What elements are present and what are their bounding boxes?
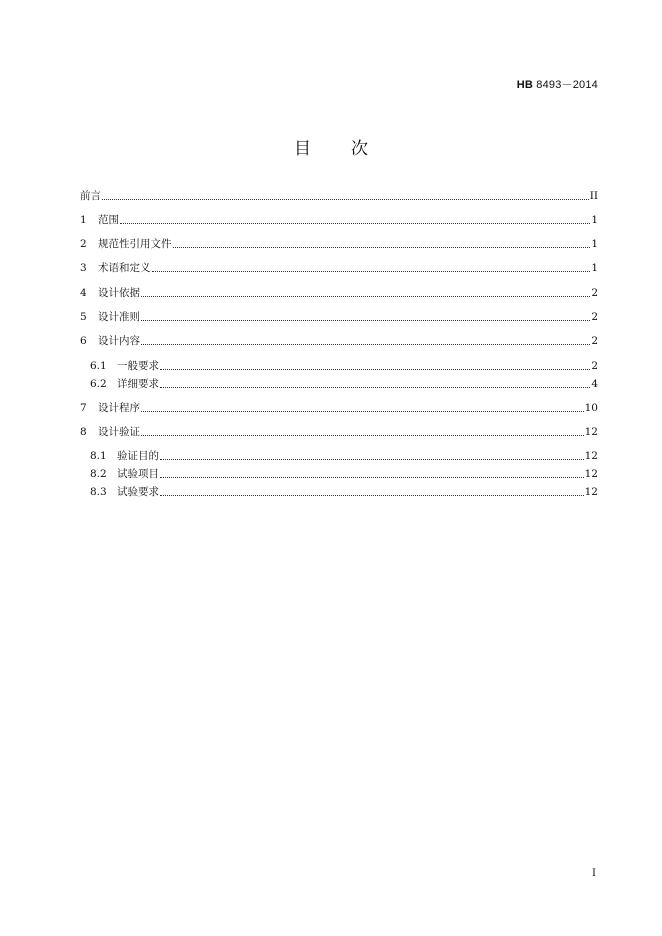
toc-entry-number: 8.3: [90, 486, 107, 498]
toc-leader-dots: [160, 494, 584, 496]
toc-entry-title: 设计依据: [98, 287, 140, 299]
toc-entry-page: 2: [591, 360, 598, 372]
toc-entry-4[interactable]: [80, 285, 598, 301]
toc-leader-dots: [141, 343, 590, 345]
toc-entry-page: 12: [584, 426, 598, 438]
toc-leader-dots: [120, 222, 590, 224]
toc-entry-2[interactable]: [80, 236, 598, 252]
toc-entry-title: 设计验证: [98, 426, 140, 438]
page-number: I: [592, 868, 596, 879]
toc-entry-title: 术语和定义: [98, 262, 151, 274]
toc-entry-title: 一般要求: [117, 360, 159, 372]
toc-entry-page: 2: [591, 335, 598, 347]
toc-leader-dots: [141, 295, 590, 297]
toc-entry-page: 12: [584, 450, 598, 462]
page-title: 目次: [294, 139, 408, 159]
standard-prefix: HB: [516, 79, 533, 91]
toc-entry-title: 范围: [98, 214, 119, 226]
toc-entry-8-1[interactable]: [90, 448, 598, 464]
toc-leader-dots: [102, 198, 589, 200]
toc-leader-dots: [141, 410, 584, 412]
toc-entry-page: 10: [584, 402, 598, 414]
toc-entry-title: 验证目的: [117, 450, 159, 462]
toc-entry-8[interactable]: [80, 424, 598, 440]
document-code: [517, 76, 598, 92]
toc-entry-number: 3: [80, 262, 87, 274]
toc-entry-page: 1: [591, 214, 598, 226]
toc-entry-title: 前言: [80, 190, 101, 202]
toc-entry-6-2[interactable]: [90, 376, 598, 392]
toc-entry-page: 12: [584, 486, 598, 498]
toc-entry-6[interactable]: [80, 333, 598, 349]
toc-leader-dots: [160, 476, 584, 478]
toc-entry-page: 2: [591, 311, 598, 323]
toc-leader-dots: [141, 319, 590, 321]
toc-entry-number: 4: [80, 287, 87, 299]
toc-entry-page: 12: [584, 468, 598, 480]
toc-entry-title: 试验要求: [117, 486, 159, 498]
toc-entry-title: 详细要求: [117, 378, 159, 390]
toc-entry-number: 8.1: [90, 450, 107, 462]
toc-entry-title: 设计内容: [98, 335, 140, 347]
toc-entry-8-3[interactable]: [90, 484, 598, 500]
toc-entry-title: 试验项目: [117, 468, 159, 480]
toc-entry-number: 5: [80, 311, 87, 323]
toc-entry-1[interactable]: [80, 212, 598, 228]
toc-entry-page: 2: [591, 287, 598, 299]
toc-leader-dots: [152, 270, 591, 272]
toc-entry-number: 2: [80, 238, 87, 250]
toc-entry-title: 设计程序: [98, 402, 140, 414]
toc-entry-page: 1: [591, 262, 598, 274]
toc-entry-number: 8.2: [90, 468, 107, 480]
toc-entry-3[interactable]: [80, 260, 598, 276]
toc-entry-title: 规范性引用文件: [98, 238, 172, 250]
toc-entry-number: 6.2: [90, 378, 107, 390]
toc-entry-5[interactable]: [80, 309, 598, 325]
toc-entry-6-1[interactable]: [90, 358, 598, 374]
toc-leader-dots: [160, 386, 590, 388]
toc-entry-number: 8: [80, 426, 87, 438]
toc-entry-8-2[interactable]: [90, 466, 598, 482]
toc-entry-page: 1: [591, 238, 598, 250]
toc-entry-title: 设计准则: [98, 311, 140, 323]
toc-entry-number: 6: [80, 335, 87, 347]
toc-leader-dots: [160, 368, 590, 370]
toc-entry-page: 4: [591, 378, 598, 390]
toc-leader-dots: [173, 246, 591, 248]
toc-entry-7[interactable]: [80, 400, 598, 416]
toc-entry-number: 1: [80, 214, 87, 226]
toc-entry-number: 6.1: [90, 360, 107, 372]
toc-entry-number: 7: [80, 402, 87, 414]
toc-leader-dots: [141, 434, 584, 436]
toc-entry-page: II: [589, 190, 598, 202]
toc-leader-dots: [160, 458, 584, 460]
toc-entry-foreword[interactable]: [80, 188, 598, 204]
standard-number: 8493－2014: [536, 79, 598, 91]
